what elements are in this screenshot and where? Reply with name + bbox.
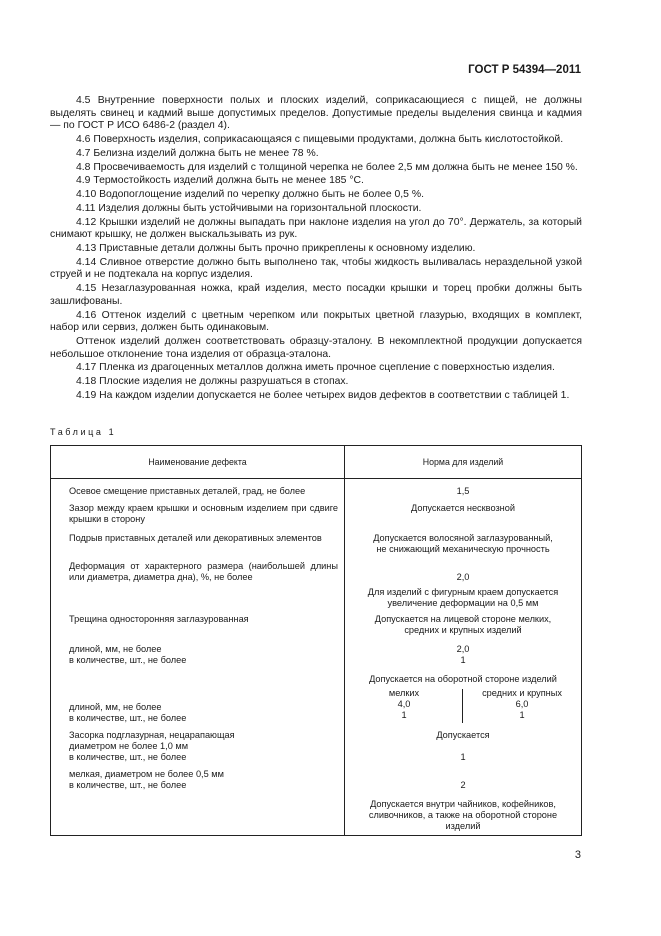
defect-name: Зазор между краем крышки и основным изделием при сдвиге крышки в сторону — [69, 503, 338, 524]
defect-name: длиной, мм, не более — [69, 644, 162, 654]
sub-column-divider — [462, 689, 463, 723]
table-row — [51, 479, 582, 498]
table-header-row — [51, 446, 582, 479]
paragraph: 4.8 Просвечиваемость для изделий с толщиной черепка не более 2,5 мм должна быть не менее 150 %. — [76, 161, 578, 173]
defect-name: Деформация от характерного размера (наибольшей длины или диаметра, диаметра дна), %, не более — [69, 561, 338, 582]
paragraph: 4.10 Водопоглощение изделий по черепку должно быть не более 0,5 %. — [76, 189, 424, 201]
norm-value: средних и крупных изделий — [404, 625, 522, 635]
paragraph: 4.14 Сливное отверстие должно быть выполнено так, чтобы жидкость выливалась нераздельной узкой струей и не подтекала на корпус изделия. — [50, 256, 582, 281]
norm-value: Допускается несквозной — [411, 503, 515, 513]
norm-value: 2,0 — [456, 644, 470, 654]
paragraph: 4.12 Крышки изделий не должны выпадать при наклоне изделия на угол до 70°. Держатель, за который снимают крышку, не должен выскальзывать из рук. — [50, 216, 582, 241]
norm-value: 2 — [460, 780, 466, 790]
paragraph: 4.15 Незаглазурованная ножка, край изделия, место посадки крышки и торец пробки должны быть зашлифованы. — [50, 283, 582, 307]
norm-value: Допускается на лицевой стороне мелких, — [374, 614, 552, 624]
defect-name: мелкая, диаметром не более 0,5 мм — [69, 769, 224, 779]
defect-name: Засорка подглазурная, нецарапающая — [69, 730, 235, 740]
paragraph: 4.13 Приставные детали должны быть прочно прикреплены к основному изделию. — [76, 243, 476, 255]
defect-name: в количестве, шт., не более — [69, 655, 187, 665]
paragraph: 4.11 Изделия должны быть устойчивыми на горизонтальной плоскости. — [76, 202, 422, 214]
norm-value: Допускается на оборотной стороне изделий — [369, 674, 557, 684]
paragraph: 4.6 Поверхность изделия, соприкасающаяся с пищевыми продуктами, должна быть кислотостойкой. — [76, 133, 564, 145]
defect-name: в количестве, шт., не более — [69, 780, 187, 790]
paragraph: 4.5 Внутренние поверхности полых и плоских изделий, соприкасающиеся с пищей, не должны выделять свинец и кадмий выше допустимых пределов. Допустимые пределы выделения свинца и кадмия — по ГОСТ Р ИСО 6486-2 (раздел 4). — [50, 95, 582, 132]
norm-value: 1 — [519, 710, 525, 720]
defect-name: длиной, мм, не более — [69, 702, 162, 712]
norm-value: Допускается волосяной заглазурованный, — [373, 533, 553, 543]
norm-value: 4,0 — [397, 699, 411, 709]
page-number: 3 — [574, 849, 581, 861]
column-header-defect: Наименование дефекта — [51, 446, 345, 479]
norm-value: 2,0 — [456, 572, 470, 582]
table-row — [51, 763, 582, 791]
sub-column-header-small: мелких — [388, 688, 420, 698]
table-row — [51, 555, 582, 583]
table-row — [51, 636, 582, 666]
table-row — [51, 525, 582, 555]
paragraph: 4.18 Плоские изделия не должны разрушаться в стопах. — [76, 376, 349, 388]
defect-name: Подрыв приставных деталей или декоративных элементов — [69, 533, 322, 543]
norm-value: 1 — [460, 752, 466, 762]
table-row — [51, 497, 582, 525]
norm-value: Для изделий с фигурным краем допускается — [367, 587, 559, 597]
table-row — [51, 583, 582, 609]
sub-column-header-large: средних и крупных — [482, 688, 562, 698]
document-code: ГОСТ Р 54394—2011 — [468, 64, 581, 76]
paragraph: 4.16 Оттенок изделий с цветным черепком или покрытых цветной глазурью, входящих в комплект, набор или сервиз, должен быть одинаковым. — [50, 309, 582, 334]
table-row — [51, 666, 582, 685]
document-body — [50, 95, 582, 404]
norm-value: Допускается внутри чайников, кофейников, — [370, 799, 556, 809]
table-caption: Таблица 1 — [50, 427, 117, 437]
paragraph: 4.9 Термостойкость изделий должна быть не менее 185 °С. — [76, 175, 364, 187]
paragraph: 4.17 Пленка из драгоценных металлов должна иметь прочное сцепление с поверхностью изделия. — [76, 362, 555, 374]
column-header-norm: Норма для изделий — [345, 446, 582, 479]
norm-value: 1 — [401, 710, 407, 720]
defect-name: в количестве, шт., не более — [69, 752, 187, 762]
table-row — [51, 685, 582, 724]
defect-name: в количестве, шт., не более — [69, 713, 187, 723]
norm-value: 6,0 — [515, 699, 529, 709]
paragraph: Оттенок изделий должен соответствовать образцу-эталону. В некомплектной продукции допускается небольшое отклонение тона изделия от образца-эталона. — [50, 335, 582, 360]
norm-value: 1 — [460, 655, 466, 665]
defect-name: диаметром не более 1,0 мм — [69, 741, 189, 751]
defect-name: Осевое смещение приставных деталей, град, не более — [69, 486, 306, 496]
norm-value: увеличение деформации на 0,5 мм — [387, 598, 539, 608]
paragraph: 4.19 На каждом изделии допускается не более четырех видов дефектов в соответствии с таблицей 1. — [76, 389, 570, 401]
norm-value: Допускается — [436, 730, 490, 740]
paragraph: 4.7 Белизна изделий должна быть не менее 78 %. — [76, 147, 319, 159]
norm-value: сливочников, а также на оборотной стороне — [368, 810, 558, 820]
defects-table — [50, 445, 582, 836]
defect-name: Трещина односторонняя заглазурованная — [69, 614, 249, 624]
norm-value: изделий — [445, 821, 481, 831]
table-row — [51, 724, 582, 763]
norm-value: 1,5 — [456, 486, 470, 496]
table-row — [51, 609, 582, 636]
norm-value: не снижающий механическую прочность — [376, 544, 550, 554]
table-row — [51, 791, 582, 836]
